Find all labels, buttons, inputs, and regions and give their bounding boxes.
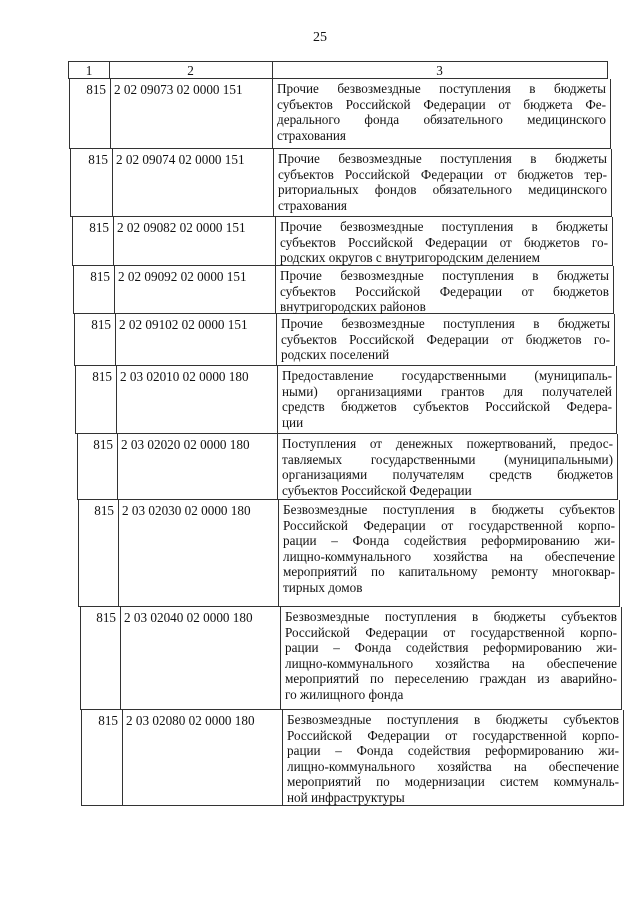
description-line: рации – Фонда содействия реформированию жи- (285, 640, 617, 656)
table-row (0, 366, 640, 434)
description-cell (280, 607, 622, 710)
description-cell (277, 366, 617, 434)
admin-code-cell: 815 (74, 314, 116, 366)
description-line: средств бюджетов субъектов Российской Федера- (282, 399, 612, 415)
header-col-1: 1 (68, 61, 110, 79)
description-line: тавляемых государственными (муниципальными) (282, 451, 613, 467)
admin-code-cell: 815 (72, 217, 114, 266)
description-line: лищно-коммунального хозяйства на обеспечение (283, 548, 615, 564)
description-line: Поступления от денежных пожертвований, предос- (282, 436, 613, 451)
admin-code-cell: 815 (78, 500, 119, 607)
description-line: субъектов Российской Федерации от бюджетов го- (280, 234, 608, 250)
table-row (0, 266, 640, 314)
description-line: организациями получателям средств бюджетов (282, 467, 613, 483)
header-col-3: 3 (272, 61, 608, 79)
description-cell (282, 710, 624, 806)
description-cell (276, 314, 615, 366)
header-col-2: 2 (109, 61, 273, 79)
description-line: субъектов Российской Федерации (282, 482, 472, 498)
table-row (0, 314, 640, 366)
admin-code-cell: 815 (69, 79, 111, 149)
description-line: Прочие безвозмездные поступления в бюджеты (278, 151, 607, 166)
description-line: ции (282, 414, 304, 430)
description-line: Предоставление государственными (муниципаль- (282, 368, 612, 383)
budget-classification-code-cell: 2 03 02010 02 0000 180 (116, 366, 278, 434)
description-cell (272, 79, 611, 149)
table-header-row (0, 61, 640, 79)
budget-classification-code-cell: 2 02 09073 02 0000 151 (110, 79, 273, 149)
description-cell (275, 217, 613, 266)
description-line: тирных домов (283, 579, 363, 595)
description-line: лищно-коммунального хозяйства на обеспечение (287, 758, 619, 774)
budget-classification-code-cell: 2 02 09102 02 0000 151 (115, 314, 277, 366)
table-row (0, 710, 640, 806)
admin-code-cell: 815 (73, 266, 115, 314)
description-line: рации – Фонда содействия реформированию жи- (287, 743, 619, 759)
description-line: мероприятий по переселению граждан из аварийно- (285, 671, 617, 687)
budget-codes-table (0, 61, 640, 806)
description-cell (277, 434, 618, 500)
page-number: 25 (313, 30, 327, 45)
admin-code-cell: 815 (80, 607, 121, 710)
description-line: родских поселений (281, 347, 390, 363)
description-line: Российской Федерации от государственной корпо- (287, 727, 619, 743)
description-cell (273, 149, 612, 217)
description-line: риториальных фондов обязательного медицинского (278, 182, 607, 198)
description-cell (275, 266, 614, 314)
description-line: Прочие безвозмездные поступления в бюджеты (281, 316, 610, 331)
description-line: дерального фонда обязательного медицинского (277, 112, 606, 128)
description-line: внутригородских районов (280, 299, 426, 315)
description-line: Безвозмездные поступления в бюджеты субъектов (285, 609, 617, 624)
budget-classification-code-cell: 2 03 02080 02 0000 180 (122, 710, 283, 806)
table-row (0, 79, 640, 149)
description-line: ными) организациями грантов для получателей (282, 383, 612, 399)
description-line: Безвозмездные поступления в бюджеты субъектов (287, 712, 619, 727)
description-line: Безвозмездные поступления в бюджеты субъектов (283, 502, 615, 517)
description-line: родских округов с внутригородским делением (280, 250, 541, 266)
description-line: страхования (277, 127, 346, 143)
description-line: рации – Фонда содействия реформированию жи- (283, 533, 615, 549)
description-line: ной инфраструктуры (287, 789, 405, 805)
description-line: субъектов Российской Федерации от бюджетов тер- (278, 166, 607, 182)
description-line: страхования (278, 197, 347, 213)
description-line: Российской Федерации от государственной корпо- (285, 624, 617, 640)
description-line: мероприятий по капитальному ремонту многоквар- (283, 564, 615, 580)
description-line: Прочие безвозмездные поступления в бюджеты (280, 268, 609, 283)
budget-classification-code-cell: 2 02 09074 02 0000 151 (112, 149, 274, 217)
table-row (0, 149, 640, 217)
admin-code-cell: 815 (81, 710, 123, 806)
description-line: Прочие безвозмездные поступления в бюджеты (277, 81, 606, 96)
admin-code-cell: 815 (75, 366, 117, 434)
description-line: лищно-коммунального хозяйства на обеспечение (285, 655, 617, 671)
admin-code-cell: 815 (70, 149, 113, 217)
table-row (0, 434, 640, 500)
table-row (0, 217, 640, 266)
description-line: субъектов Российской Федерации от бюджетов го- (281, 331, 610, 347)
budget-classification-code-cell: 2 03 02020 02 0000 180 (117, 434, 278, 500)
table-row (0, 500, 640, 607)
description-line: Российской Федерации от государственной корпо- (283, 517, 615, 533)
admin-code-cell: 815 (77, 434, 118, 500)
description-line: субъектов Российской Федерации от бюджета Фе- (277, 96, 606, 112)
description-cell (278, 500, 620, 607)
budget-classification-code-cell: 2 03 02030 02 0000 180 (118, 500, 279, 607)
description-line: субъектов Российской Федерации от бюджетов (280, 283, 609, 299)
budget-classification-code-cell: 2 02 09092 02 0000 151 (114, 266, 276, 314)
description-line: Прочие безвозмездные поступления в бюджеты (280, 219, 608, 234)
table-row (0, 607, 640, 710)
budget-classification-code-cell: 2 03 02040 02 0000 180 (120, 607, 281, 710)
description-line: го жилищного фонда (285, 686, 404, 702)
description-line: мероприятий по модернизации систем коммуналь- (287, 774, 619, 790)
budget-classification-code-cell: 2 02 09082 02 0000 151 (113, 217, 276, 266)
